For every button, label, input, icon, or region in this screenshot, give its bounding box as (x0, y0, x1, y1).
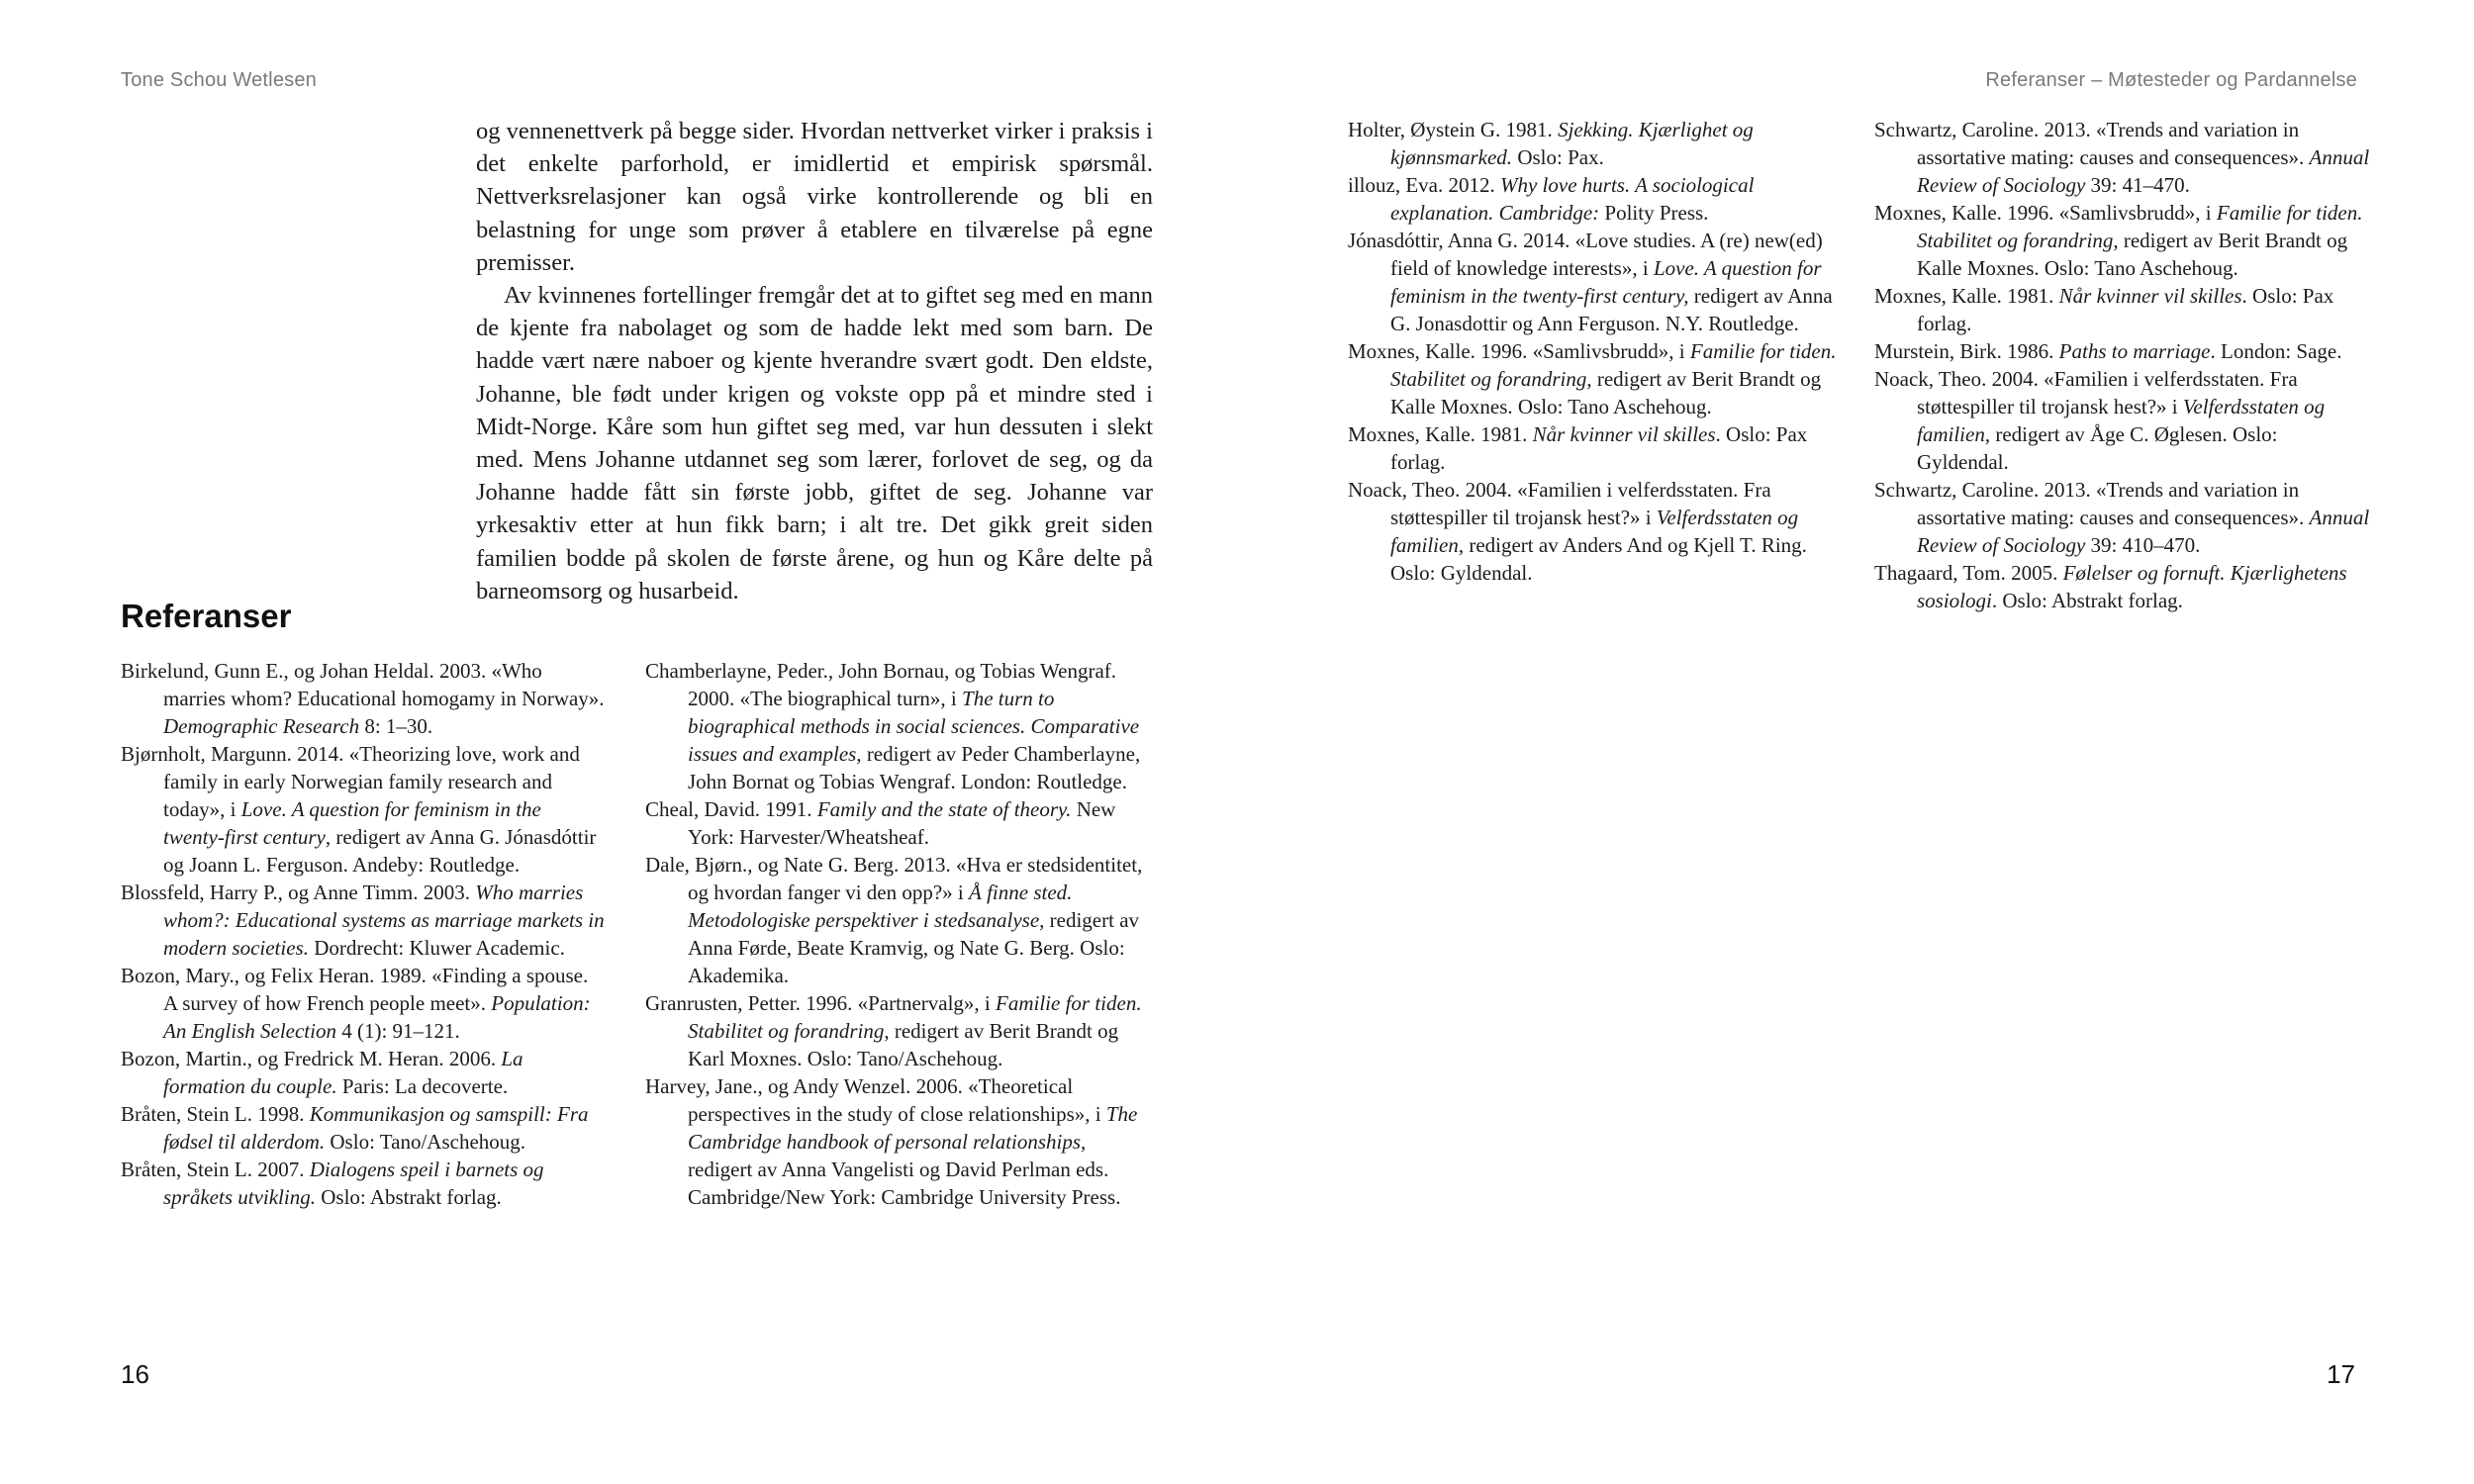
reference-text: Noack, Theo. 2004. «Familien i velferdsstaten. Fra støttespiller til trojansk hest?» i (1348, 478, 1771, 529)
reference-text: Moxnes, Kalle. 1996. «Samlivsbrudd», i (1874, 201, 2217, 225)
reference-text: Bozon, Mary., og Felix Heran. 1989. «Finding a spouse. A survey of how French people meet». (121, 964, 589, 1015)
reference-entry (1348, 116, 1843, 171)
reference-text: , redigert av Anders And og Kjell T. Ring. Oslo: Gyldendal. (1390, 533, 1807, 585)
reference-title: Når kvinner vil skilles (2058, 284, 2242, 308)
reference-text: Oslo: Tano/Aschehoug. (325, 1130, 526, 1154)
body-paragraph: og vennenettverk på begge sider. Hvordan nettverket virker i praksis i det enkelte parforhold, er imidlertid et empirisk spørsmål. Nettverksrelasjoner kan også virke kontrollerende og bli en belastning for unge som prøver å etablere en tilværelse på egne premisser. (476, 118, 1153, 276)
running-header-right: Referanser – Møtesteder og Pardannelse (1985, 69, 2357, 91)
reference-entry (121, 962, 606, 1045)
reference-text: 4 (1): 91–121. (335, 1019, 460, 1043)
page-number-right: 17 (2327, 1359, 2355, 1389)
reference-entry (121, 879, 606, 962)
reference-text: 39: 410–470. (2085, 533, 2201, 557)
reference-entry (1874, 199, 2374, 282)
reference-title: Population: An English Selection (163, 991, 591, 1043)
reference-text: redigert av Anna G. Jonasdottir og Ann Ferguson. N.Y. Routledge. (1390, 284, 1833, 335)
reference-entry (1348, 171, 1843, 227)
reference-text: Schwartz, Caroline. 2013. «Trends and variation in assortative mating: causes and consequences». (1874, 478, 2310, 529)
reference-text: Holter, Øystein G. 1981. (1348, 118, 1559, 141)
reference-column-3 (1348, 116, 1843, 587)
reference-text: Moxnes, Kalle. 1981. (1348, 422, 1533, 446)
reference-text: 8: 1–30. (359, 714, 433, 738)
reference-text: Granrusten, Petter. 1996. «Partnervalg», i (645, 991, 997, 1015)
reference-text: Chamberlayne, Peder., John Bornau, og Tobias Wengraf. 2000. «The biographical turn», i (645, 659, 1117, 710)
reference-title: Kommunikasjon og samspill: Fra fødsel til alderdom. (163, 1102, 589, 1154)
reference-text: , redigert av Berit Brandt og Karl Moxnes. Oslo: Tano/Aschehoug. (688, 1019, 1119, 1070)
reference-title: Love. A question for feminism in the twenty-first century (163, 797, 541, 849)
reference-text: . London: Sage. (2210, 339, 2342, 363)
reference-entry (1874, 116, 2374, 199)
reference-text: Noack, Theo. 2004. «Familien i velferdsstaten. Fra støttespiller til trojansk hest?» i (1874, 367, 2298, 418)
reference-title: Who marries whom?: Educational systems as marriage markets in modern societies. (163, 881, 605, 960)
reference-text: Oslo: Pax. (1512, 145, 1604, 169)
reference-entry (121, 740, 606, 879)
reference-entry (1874, 365, 2374, 476)
reference-text: Paris: La decoverte. (336, 1074, 509, 1098)
reference-title: Sjekking. Kjærlighet og kjønnsmarked. (1390, 118, 1754, 169)
reference-text: . Oslo: Pax forlag. (1390, 422, 1808, 474)
reference-text: Thagaard, Tom. 2005. (1874, 561, 2063, 585)
reference-text: , redigert av Berit Brandt og Kalle Moxnes. Oslo: Tano Aschehoug. (1917, 229, 2348, 280)
reference-entry (121, 1156, 606, 1211)
reference-entry (121, 1100, 606, 1156)
reference-title: Annual Review of Sociology (1917, 145, 2370, 197)
reference-entry (645, 795, 1145, 851)
reference-entry (1874, 476, 2374, 559)
reference-column-4 (1874, 116, 2374, 614)
reference-text: Birkelund, Gunn E., og Johan Heldal. 2003. «Who marries whom? Educational homogamy in Norway». (121, 659, 605, 710)
reference-text: Harvey, Jane., og Andy Wenzel. 2006. «Theoretical perspectives in the study of close relationships», i (645, 1074, 1106, 1126)
reference-title: Paths to marriage (2058, 339, 2211, 363)
reference-title: The turn to biographical methods in social sciences. Comparative issues and examples, (688, 687, 1140, 766)
reference-text: Oslo: Abstrakt forlag. (315, 1185, 502, 1209)
reference-text: Murstein, Birk. 1986. (1874, 339, 2059, 363)
reference-title: Why love hurts. A sociological explanation. Cambridge: (1390, 173, 1755, 225)
reference-title: Love. A question for feminism in the twenty-first century, (1390, 256, 1822, 308)
reference-text: Jónasdóttir, Anna G. 2014. «Love studies. A (re) new(ed) field of knowledge interests», i (1348, 229, 1823, 280)
reference-entry (645, 657, 1145, 795)
reference-entry (1348, 476, 1843, 587)
reference-entry (1348, 227, 1843, 337)
reference-title: Annual Review of Sociology (1917, 506, 2370, 557)
reference-text: Bozon, Martin., og Fredrick M. Heran. 2006. (121, 1047, 502, 1070)
reference-title: Følelser og fornuft. Kjærlighetens sosiologi (1917, 561, 2347, 612)
reference-entry (121, 1045, 606, 1100)
reference-text: redigert av Anna Førde, Beate Kramvig, og Nate G. Berg. Oslo: Akademika. (688, 908, 1140, 987)
reference-title: Velferdsstaten og familien (1917, 395, 2326, 446)
reference-title: Demographic Research (163, 714, 360, 738)
reference-text: , redigert av Berit Brandt og Kalle Moxnes. Oslo: Tano Aschehoug. (1390, 367, 1822, 418)
reference-text: Polity Press. (1599, 201, 1709, 225)
reference-title: Family and the state of theory. (816, 797, 1072, 821)
body-text (476, 115, 1153, 607)
reference-text: . Oslo: Pax forlag. (1917, 284, 2334, 335)
reference-text: redigert av Peder Chamberlayne, John Bornat og Tobias Wengraf. London: Routledge. (688, 742, 1141, 793)
section-heading: Referanser (121, 598, 292, 634)
reference-text: Blossfeld, Harry P., og Anne Timm. 2003. (121, 881, 476, 904)
reference-entry (1874, 337, 2374, 365)
reference-entry (645, 1072, 1145, 1211)
reference-title: Når kvinner vil skilles (1532, 422, 1716, 446)
reference-text: illouz, Eva. 2012. (1348, 173, 1500, 197)
running-header-left: Tone Schou Wetlesen (121, 69, 317, 91)
reference-text: . Oslo: Abstrakt forlag. (1991, 589, 2183, 612)
reference-title: La formation du couple. (163, 1047, 523, 1098)
reference-text: , redigert av Åge C. Øglesen. Oslo: Gyldendal. (1917, 422, 2278, 474)
body-paragraph: Av kvinnenes fortellinger fremgår det at to giftet seg med en mann de kjente fra nabolaget og som de hadde lekt med som barn. De hadde vært nære naboer og kjente hverandre svært godt. Den eldste, Johanne, ble født under krigen og vokste opp på et mindre sted i Midt-Norge. Kåre som hun giftet seg med, var hun dessuten i slekt med. Mens Johanne utdannet seg som lærer, forlovet de seg, og da Johanne hadde fått sin første jobb, giftet de seg. Johanne var yrkesaktiv etter at hun fikk barn; i alt tre. Det gikk greit siden familien bodde på skolen de første årene, og hun og Kåre delte på barneomsorg og husarbeid. (476, 282, 1153, 604)
reference-title: The Cambridge handbook of personal relationships, (688, 1102, 1138, 1154)
reference-entry (645, 851, 1145, 989)
reference-entry (1874, 559, 2374, 614)
reference-column-2 (645, 657, 1145, 1211)
reference-text: New York: Harvester/Wheatsheaf. (688, 797, 1116, 849)
reference-title: Dialogens speil i barnets og språkets utvikling. (163, 1158, 544, 1209)
reference-text: Schwartz, Caroline. 2013. «Trends and variation in assortative mating: causes and consequences». (1874, 118, 2310, 169)
reference-column-1 (121, 657, 606, 1211)
reference-text: Dale, Bjørn., og Nate G. Berg. 2013. «Hva er stedsidentitet, og hvordan fanger vi den opp?» i (645, 853, 1143, 904)
reference-text: 39: 41–470. (2085, 173, 2190, 197)
reference-entry (121, 657, 606, 740)
reference-entry (1874, 282, 2374, 337)
reference-text: Bråten, Stein L. 2007. (121, 1158, 310, 1181)
page-number-left: 16 (121, 1359, 149, 1389)
reference-text: Bjørnholt, Margunn. 2014. «Theorizing love, work and family in early Norwegian family research and today», i (121, 742, 580, 821)
reference-entry (1348, 337, 1843, 420)
reference-text: redigert av Anna Vangelisti og David Perlman eds. Cambridge/New York: Cambridge University Press. (688, 1158, 1121, 1209)
reference-text: Moxnes, Kalle. 1996. «Samlivsbrudd», i (1348, 339, 1690, 363)
reference-title: Velferdsstaten og familien (1390, 506, 1799, 557)
reference-title: Familie for tiden. Stabilitet og forandring (1917, 201, 2363, 252)
reference-text: Moxnes, Kalle. 1981. (1874, 284, 2059, 308)
reference-text: Dordrecht: Kluwer Academic. (308, 936, 565, 960)
reference-text: Cheal, David. 1991. (645, 797, 817, 821)
reference-text: Bråten, Stein L. 1998. (121, 1102, 310, 1126)
reference-entry (645, 989, 1145, 1072)
reference-entry (1348, 420, 1843, 476)
reference-title: Familie for tiden. Stabilitet og forandring (688, 991, 1142, 1043)
reference-text: , redigert av Anna G. Jónasdóttir og Joann L. Ferguson. Andeby: Routledge. (163, 825, 597, 877)
reference-title: Familie for tiden. Stabilitet og forandring (1390, 339, 1837, 391)
reference-title: Å finne sted. Metodologiske perspektiver i stedsanalyse, (688, 881, 1073, 932)
